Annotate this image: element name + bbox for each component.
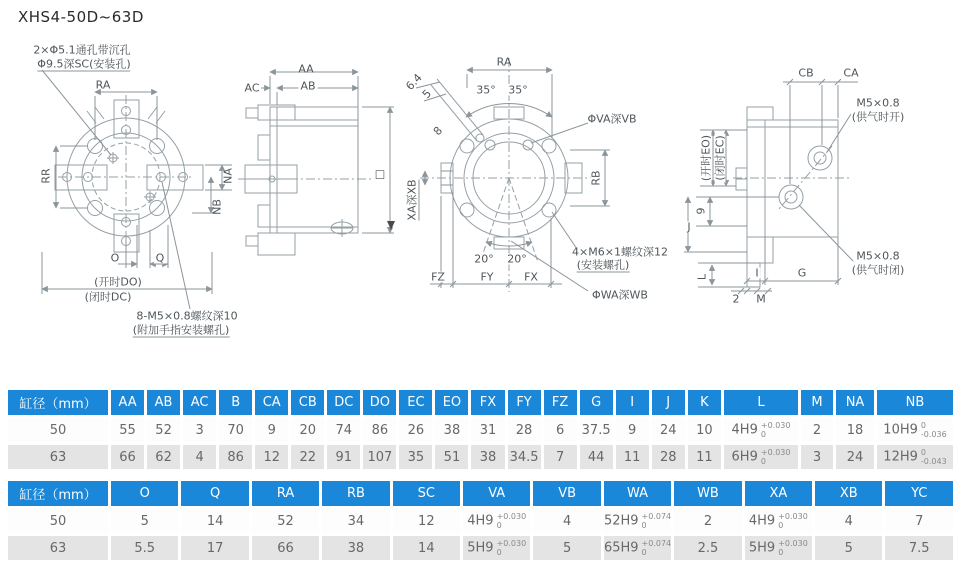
front-hole-note-line1: 2×Φ5.1通孔带沉孔 [33,43,131,57]
right-dim-m: M [756,292,766,306]
column-header: VA [463,481,530,506]
right-dim-2: 2 [732,292,740,306]
rear-note-wa: ΦWA深WB [592,288,648,302]
rear-angle-20-left: 20° [474,252,494,266]
column-header: K [688,390,721,415]
table-cell: 28 [652,445,685,469]
table-cell: 2 [674,509,741,533]
column-header: B [219,390,252,415]
rear-note-m6-line1: 4×M6×1螺纹深12 [572,245,668,259]
rear-dim-rb: RB [589,170,603,186]
rear-dim-fz: FZ [431,270,445,284]
table-cell: 44 [580,445,613,469]
table-cell: 37.5 [580,418,613,442]
table-row [8,536,953,560]
front-thread-note-line2: (附加手指安装螺孔) [132,323,230,337]
column-header: AC [183,390,216,415]
column-header: FX [471,390,504,415]
front-dim-na: NA [221,168,235,184]
table-cell: 9 [616,418,649,442]
rear-angle-35-left: 35° [476,83,496,97]
front-dim-nb: NB [210,199,224,215]
column-header: WA [604,481,671,506]
column-header: EO [435,390,468,415]
right-port-open-note: (供气时开) [851,110,905,124]
table-cell: 65H9 +0.074 0 [604,536,671,560]
table-cell: 63 [8,536,108,560]
column-header: O [111,481,178,506]
table-cell: 66 [252,536,319,560]
right-dim-g: G [797,266,807,280]
table-cell: 5.5 [111,536,178,560]
table-cell: 5 [111,509,178,533]
column-header: NB [877,390,953,415]
right-dim-ca: CA [843,66,859,80]
table-cell: 34 [322,509,389,533]
column-header: VB [533,481,600,506]
rear-dim-5: 5 [419,87,435,101]
table-cell: 14 [181,509,248,533]
column-header: FY [508,390,541,415]
rear-note-m6-line2: (安装螺孔) [576,258,630,272]
column-header: YC [885,481,953,506]
column-header: AB [147,390,180,415]
column-header: I [616,390,649,415]
table-cell: 51 [435,445,468,469]
column-header: L [724,390,798,415]
table-cell: 10 [688,418,721,442]
table-cell: 26 [399,418,432,442]
table-cell: 35 [399,445,432,469]
table-cell: 52 [147,418,180,442]
table-cell: 4H9 +0.030 0 [724,418,798,442]
column-header: SC [393,481,460,506]
right-dim-l: L [695,273,709,281]
column-header: XA [745,481,812,506]
column-header: RB [322,481,389,506]
column-header: RA [252,481,319,506]
right-port-close-note: (供气时闭) [851,263,905,277]
side-view-drawing [238,72,395,255]
table-cell: 3 [801,445,833,469]
rear-dim-xa-xb: XA深XB [405,179,419,221]
table-cell: 22 [291,445,324,469]
table-cell: 28 [508,418,541,442]
dimensions-table-1 [5,387,956,472]
table-cell: 17 [181,536,248,560]
table-row [8,509,953,533]
column-header: Q [181,481,248,506]
rear-dim-fx: FX [524,270,538,284]
column-header: EC [399,390,432,415]
table-cell: 55 [111,418,144,442]
table-cell: 3 [183,418,216,442]
rear-dim-6-4: 6.4 [403,71,425,93]
right-dim-j: J [687,220,691,234]
rear-note-va: ΦVA深VB [587,112,637,126]
column-header: CA [255,390,288,415]
table-cell: 52 [252,509,319,533]
table-cell: 7 [544,445,577,469]
table-cell: 4 [533,509,600,533]
column-header: M [801,390,833,415]
column-header: XB [815,481,882,506]
page-title: XHS4-50D~63D [18,8,144,26]
right-port-close-thread: M5×0.8 [856,249,900,263]
table-cell: 86 [219,445,252,469]
table-cell: 70 [219,418,252,442]
table-cell: 6 [544,418,577,442]
side-dim-ac: AC [244,81,260,95]
column-header: G [580,390,613,415]
right-dim-cb: CB [798,66,814,80]
table-cell: 9 [255,418,288,442]
table-cell: 91 [327,445,360,469]
table-header-row [8,481,953,506]
table-cell: 34.5 [508,445,541,469]
table-cell: 38 [471,445,504,469]
right-dim-ec-closed: (闭时EC) [713,135,727,181]
front-thread-note-line1: 8-M5×0.8螺纹深10 [136,309,238,323]
front-dim-rr: RR [39,168,53,184]
table-cell: 2 [801,418,833,442]
column-header: CB [291,390,324,415]
table-cell: 38 [435,418,468,442]
column-header: J [652,390,685,415]
right-dim-i: I [755,266,759,280]
table-cell: 4 [183,445,216,469]
table-cell: 31 [471,418,504,442]
table-cell: 5H9 +0.030 0 [463,536,530,560]
table-cell: 12H9 0 -0.043 [877,445,953,469]
table-cell: 62 [147,445,180,469]
right-dim-9: 9 [694,207,708,215]
table-cell: 86 [363,418,396,442]
table-cell: 7.5 [885,536,953,560]
table-cell: 74 [327,418,360,442]
front-dim-dc-closed: (闭时DC) [84,290,132,304]
side-dim-aa: AA [298,62,314,76]
front-dim-ra: RA [95,78,111,92]
side-square-symbol: □ [374,167,386,181]
dimensions-table-2 [5,478,956,563]
table-cell: 12 [393,509,460,533]
table-cell: 50 [8,418,108,442]
front-dim-q: Q [155,251,165,265]
table-cell: 63 [8,445,108,469]
rear-dim-ra: RA [496,55,512,69]
table-cell: 38 [322,536,389,560]
column-header: DO [363,390,396,415]
table-cell: 4H9 +0.030 0 [463,509,530,533]
front-dim-do-open: (开时DO) [94,275,142,289]
table-cell: 14 [393,536,460,560]
front-view-drawing [39,70,235,309]
table-cell: 12 [255,445,288,469]
table-row [8,418,953,442]
table-cell: 2.5 [674,536,741,560]
table-cell: 24 [836,445,874,469]
column-header: DC [327,390,360,415]
table-cell: 7 [885,509,953,533]
table-cell: 24 [652,418,685,442]
table-cell: 11 [616,445,649,469]
column-header: 缸径（mm） [8,481,108,506]
rear-dim-fy: FY [480,270,494,284]
column-header: NA [836,390,874,415]
table-row [8,445,953,469]
table-cell: 6H9 +0.030 0 [724,445,798,469]
table-cell: 20 [291,418,324,442]
table-cell: 4 [815,509,882,533]
table-cell: 5H9 +0.030 0 [745,536,812,560]
table-cell: 4H9 +0.030 0 [745,509,812,533]
table-cell: 11 [688,445,721,469]
rear-angle-35-right: 35° [508,83,528,97]
front-dim-o: O [110,251,120,265]
column-header: FZ [544,390,577,415]
column-header: AA [111,390,144,415]
front-hole-note-line2: Φ9.5深SC(安装孔) [37,57,131,71]
table-cell: 52H9 +0.074 0 [604,509,671,533]
table-cell: 10H9 0 -0.036 [877,418,953,442]
column-header: WB [674,481,741,506]
table-cell: 50 [8,509,108,533]
table-cell: 18 [836,418,874,442]
table-header-row [8,390,953,415]
right-view-drawing [684,79,858,294]
rear-dim-8: 8 [430,124,446,138]
table-cell: 5 [533,536,600,560]
table-cell: 107 [363,445,396,469]
right-port-open-thread: M5×0.8 [856,96,900,110]
table-cell: 66 [111,445,144,469]
rear-angle-20-right: 20° [507,252,527,266]
column-header: 缸径（mm） [8,390,108,415]
side-dim-ab: AB [300,79,316,93]
right-dim-eo-open: (开时EO) [699,134,713,182]
table-cell: 5 [815,536,882,560]
